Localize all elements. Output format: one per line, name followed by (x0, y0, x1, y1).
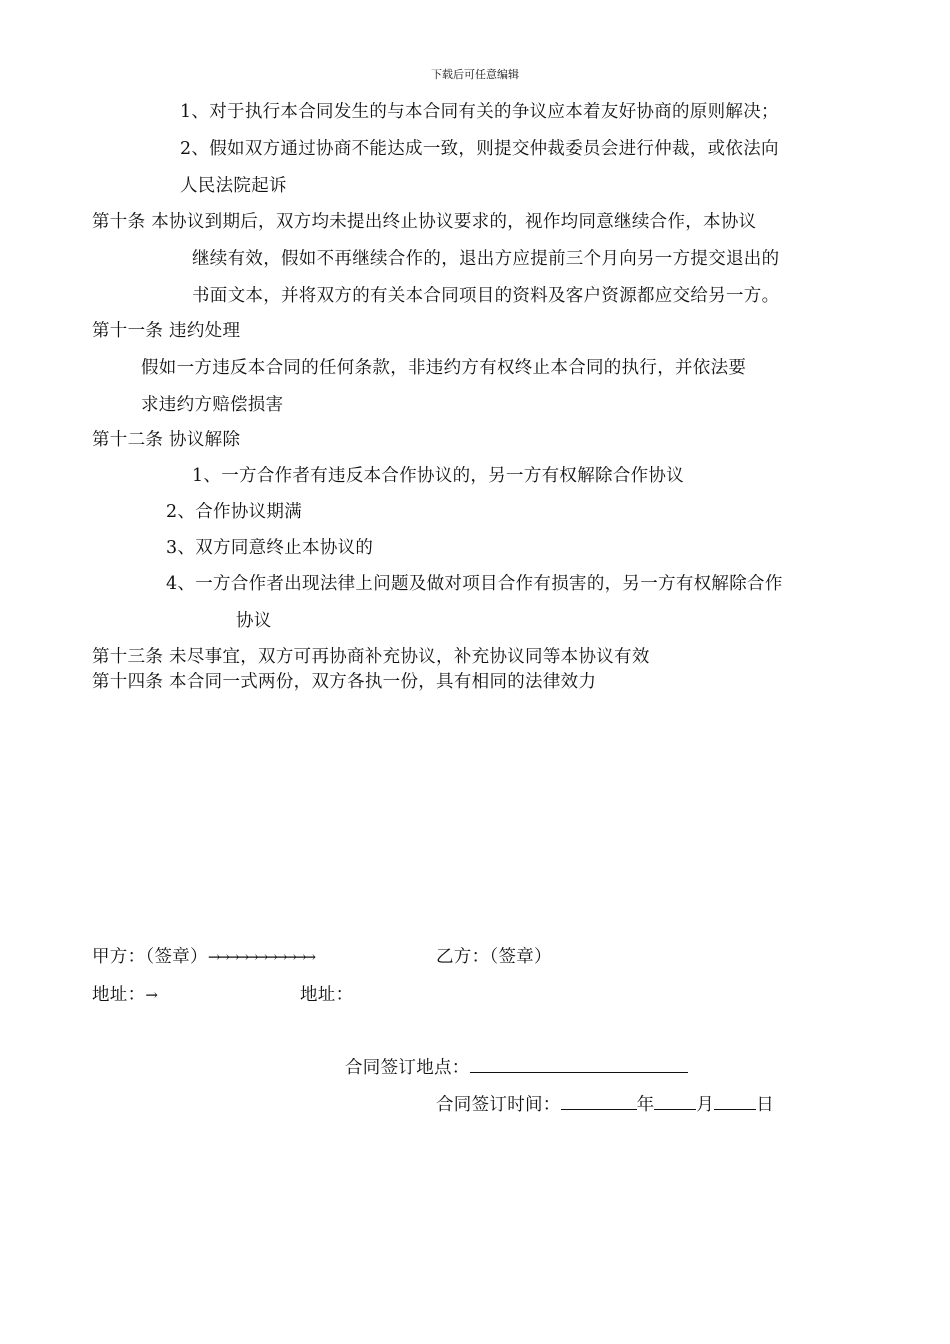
article-12-title: 第十二条 协议解除 (92, 430, 241, 450)
article-12-item-4: 4、一方合作者出现法律上问题及做对项目合作有损害的，另一方有权解除合作 (166, 574, 783, 594)
month-label: 月 (696, 1095, 715, 1115)
article-13: 第十三条 未尽事宜，双方可再协商补充协议，补充协议同等本协议有效 (92, 647, 650, 667)
month-blank (654, 1092, 696, 1110)
address-a-label: 地址： (92, 985, 146, 1005)
disputes-item-2: 2、假如双方通过协商不能达成一致，则提交仲裁委员会进行仲裁，或依法向 (180, 139, 779, 159)
article-11-title: 第十一条 违约处理 (92, 321, 241, 341)
party-a-address (92, 983, 155, 1007)
party-b-address: 地址： (300, 985, 354, 1005)
signing-time (436, 1092, 774, 1117)
disputes-item-1: 1、对于执行本合同发生的与本合同有关的争议应本着友好协商的原则解决； (180, 102, 779, 122)
day-blank (714, 1092, 756, 1110)
signing-place (345, 1055, 688, 1080)
tab-arrow: → (145, 986, 155, 1004)
party-b-signature: 乙方：（签章） (436, 947, 552, 967)
party-a-label: 甲方：（签章） (92, 947, 208, 967)
article-14: 第十四条 本合同一式两份，双方各执一份，具有相同的法律效力 (92, 672, 597, 692)
day-label: 日 (756, 1095, 775, 1115)
article-10: 第十条 本协议到期后，双方均未提出终止协议要求的，视作均同意继续合作，本协议 (92, 212, 757, 232)
year-label: 年 (636, 1095, 655, 1115)
party-a-signature (92, 945, 313, 969)
article-12-item-2: 2、合作协议期满 (166, 502, 303, 522)
page-header: 下载后可任意编辑 (431, 68, 519, 81)
tab-arrows: →→→→→→→→→→→ (207, 948, 314, 966)
signing-place-blank (470, 1055, 688, 1073)
year-blank (561, 1092, 637, 1110)
article-10-cont-1: 继续有效，假如不再继续合作的，退出方应提前三个月向另一方提交退出的 (192, 249, 780, 269)
signing-place-label: 合同签订地点： (345, 1058, 470, 1078)
article-12-item-1: 1、一方合作者有违反本合作协议的，另一方有权解除合作协议 (192, 466, 685, 486)
article-11-text: 假如一方违反本合同的任何条款，非违约方有权终止本合同的执行，并依法要 (141, 358, 747, 378)
signing-time-label: 合同签订时间： (436, 1095, 561, 1115)
article-10-cont-2: 书面文本，并将双方的有关本合同项目的资料及客户资源都应交给另一方。 (192, 286, 780, 306)
article-12-item-4-cont: 协议 (236, 611, 272, 631)
article-11-text-cont: 求违约方赔偿损害 (141, 395, 284, 415)
article-12-item-3: 3、双方同意终止本协议的 (166, 538, 374, 558)
disputes-item-2-cont: 人民法院起诉 (180, 176, 287, 196)
